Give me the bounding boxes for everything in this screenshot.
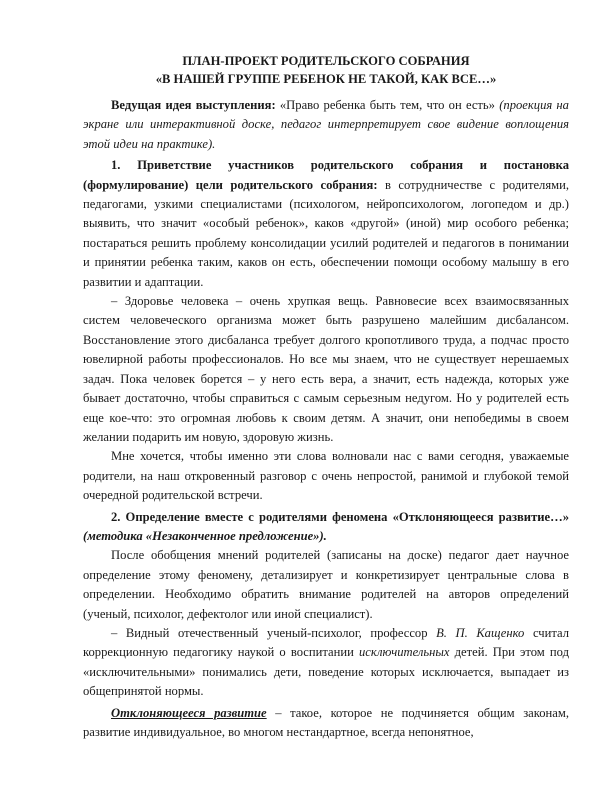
title-line-2: «В НАШЕЙ ГРУППЕ РЕБЕНОК НЕ ТАКОЙ, КАК ВСЕ…» [155,72,497,86]
section-2-heading: 2. Определение вместе с родителями феномена «Отклоняющееся развитие…» [111,509,569,524]
deviant-development-text: – такое, которое не подчиняется общим законам, развитие индивидуальное, во многом нестандартное, всегда непонятное, [83,705,569,739]
title-line-1: ПЛАН-ПРОЕКТ РОДИТЕЛЬСКОГО СОБРАНИЯ [182,54,470,68]
lead-idea-note: (проекция на экране или интерактивной доске, педагог интерпретирует свое видение воплощения этой идеи на практике). [83,98,569,151]
lead-idea-label: Ведущая идея выступления: [111,98,276,112]
document-title [83,52,569,88]
section-2-method: (методика «Незаконченное предложение»). [83,528,327,543]
kashchenko-middle: считал коррекционную педагогику наукой о воспитании [83,625,569,660]
lead-idea-paragraph [83,96,569,154]
wish-paragraph: Мне хочется, чтобы именно эти слова волновали нас с вами сегодня, уважаемые родители, на наш откровенный разговор с очень непростой, ранимой и глубокой темой очередной родительской встречи. [83,449,569,503]
deviant-development-paragraph [83,704,569,743]
after-summary-paragraph: После обобщения мнений родителей (записаны на доске) педагог дает научное определение этому феномену, детализирует и конкретизирует центральные слова в определении. Необходимо обратить внимание родителей на авторов определений (ученый, психолог, дефектолог или иной специалист). [83,548,569,621]
kashchenko-term: исключительных [358,645,450,660]
health-paragraph: – Здоровье человека – очень хрупкая вещь. Равновесие всех взаимосвязанных систем человеческого организма может быть разрушено малейшим дисбалансом. Восстановление этого дисбаланса требует долгого кропотливого труда, а подчас просто ювелирной работы профессионалов. Но все мы знаем, что не существует нерешаемых задач. Пока человек борется – у него есть вера, а значит, есть надежда, которых уже бывает достаточно, чтобы справиться с самым серьезным недугом. Но у родителей есть еще кое-что: это огромная любовь к своим детям. А значит, они непобедимы в своем желании подарить им новую, здоровую жизнь. [83,294,569,444]
kashchenko-after: детей. При этом под «исключительными» понимались дети, поведение которых исключается, выпадает из общепринятой нормы. [83,645,569,699]
deviant-development-term: Отклоняющееся развитие [111,705,267,720]
document-page [83,52,569,742]
section-2-paragraph [83,508,569,547]
section-1-paragraph [83,156,569,292]
lead-idea-quote: «Право ребенка быть тем, что он есть» [275,98,500,112]
kashchenko-name: В. П. Кащенко [436,625,525,640]
section-1-heading: 1. Приветствие участников родительского собрания и постановка (формулирование) цели родительского собрания: [83,158,569,192]
kashchenko-before: – Видный отечественный ученый-психолог, профессор [111,625,437,640]
section-1-text: в сотрудничестве с родителями, педагогами, узкими специалистами (психологом, нейропсихологом, логопедом и др.) выявить, что значит «особый ребенок», каков «другой» (иной) мир особого ребенка; постараться решить проблему консолидации усилий родителей и педагогов в понимании и принятии ребенка таким, каков он есть, обеспечении помощи особому малышу в его развитии и адаптации. [83,177,569,289]
kashchenko-paragraph [83,624,569,702]
